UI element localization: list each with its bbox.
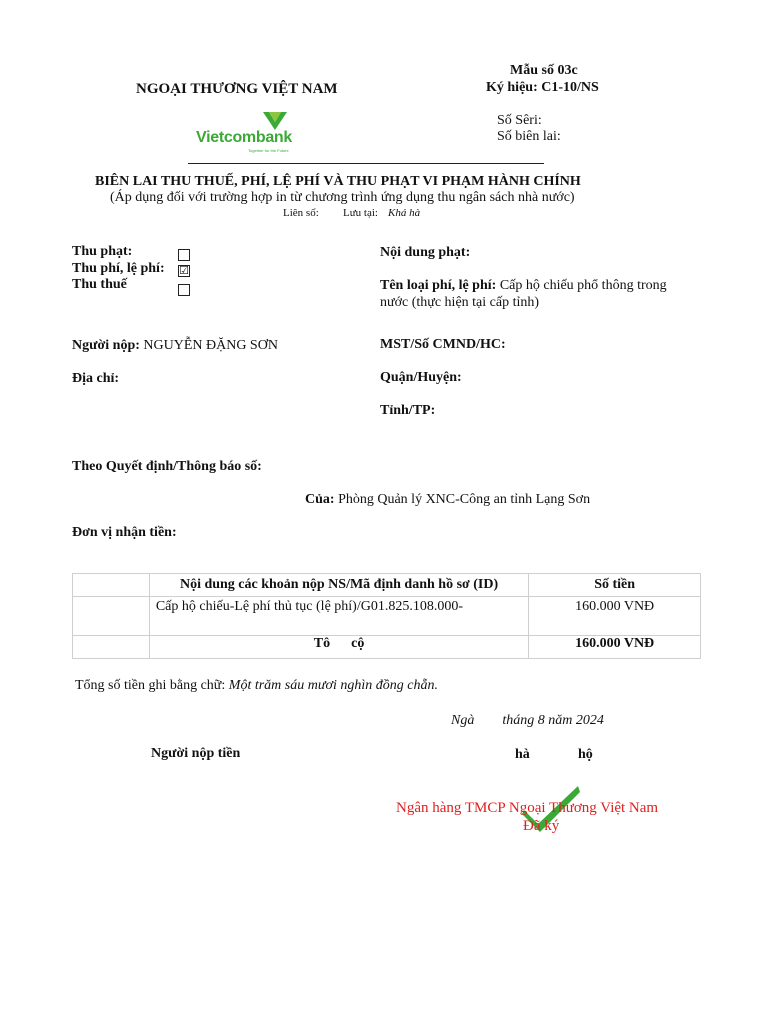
issuer-row: [305, 492, 590, 508]
table-cell-blank: [73, 597, 150, 636]
issuer-label: Của:: [305, 492, 335, 507]
fine-content-label: Nội dung phạt:: [380, 245, 471, 260]
receipt-number-label: Số biên lai:: [497, 129, 561, 144]
decision-label: Theo Quyết định/Thông báo số:: [72, 459, 262, 474]
payer-name: NGUYỄN ĐẶNG SƠN: [143, 338, 278, 353]
receiver-signature-label-2: hộ: [578, 747, 593, 762]
bank-signed-name: Ngân hàng TMCP Ngoại Thương Việt Nam: [396, 800, 659, 816]
address-label: Địa chỉ:: [72, 371, 120, 386]
table-header-content: Nội dung các khoản nộp NS/Mã định danh hồ sơ (ID): [149, 574, 528, 597]
form-symbol: Ký hiệu: C1-10/NS: [486, 80, 599, 95]
tax-checkbox: [178, 284, 190, 296]
fee-checkbox: ☑: [179, 265, 189, 277]
fee-type-value-line2: nước (thực hiện tại cấp tỉnh): [380, 295, 540, 310]
logo-text: Vietcombank: [196, 129, 292, 146]
province-label: Tỉnh/TP:: [380, 403, 436, 418]
tax-label: Thu thuế: [72, 277, 127, 292]
payer-signature-label: Người nộp tiền: [151, 746, 241, 761]
receipt-title: BIÊN LAI THU THUẾ, PHÍ, LỆ PHÍ VÀ THU PHẠT VI PHẠM HÀNH CHÍNH: [95, 174, 581, 189]
table-header-row: [73, 574, 701, 597]
fine-label: Thu phạt:: [72, 244, 133, 259]
table-total-amount: 160.000 VNĐ: [529, 636, 701, 659]
fee-label: Thu phí, lệ phí:: [72, 261, 165, 276]
fee-type-value: Cấp hộ chiếu phổ thông trong: [499, 278, 667, 293]
receiver-unit-label: Đơn vị nhận tiền:: [72, 525, 177, 540]
tax-id-label: MST/Số CMND/HC:: [380, 337, 506, 352]
table-header-amount: Số tiền: [529, 574, 701, 597]
table-total-label: Tô cộ: [149, 636, 528, 659]
table-cell-amount: 160.000 VNĐ: [529, 597, 701, 636]
signing-date: Ngà tháng 8 năm 2024: [451, 713, 604, 728]
signed-label: Đã ký: [523, 818, 560, 834]
table-row: [73, 597, 701, 636]
serial-label: Số Sêri:: [497, 113, 542, 128]
fee-type-label: Tên loại phí, lệ phí:: [380, 278, 497, 293]
payer-row: [72, 338, 278, 354]
vietcombank-logo: [194, 108, 304, 152]
stored-at-label: Lưu tại:: [343, 207, 378, 219]
fine-checkbox: [178, 249, 190, 261]
copy-number-label: Liên số:: [283, 207, 319, 219]
payer-label: Người nộp:: [72, 338, 140, 353]
amount-in-words: [75, 678, 438, 694]
receipt-subtitle: (Áp dụng đối với trường hợp in từ chương trình ứng dụng thu ngân sách nhà nước): [110, 190, 575, 205]
form-number: Mẫu số 03c: [510, 63, 578, 78]
table-header-blank: [73, 574, 150, 597]
district-label: Quận/Huyện:: [380, 370, 462, 385]
bank-name: NGOẠI THƯƠNG VIỆT NAM: [136, 81, 338, 97]
stored-at-value: Khá hà: [388, 207, 421, 219]
table-cell-content: Cấp hộ chiếu-Lệ phí thủ tục (lệ phí)/G01.825.108.000-: [149, 597, 528, 636]
payment-table: [72, 573, 701, 659]
issuer-value: Phòng Quản lý XNC-Công an tỉnh Lạng Sơn: [338, 492, 591, 507]
fee-type: [380, 278, 667, 294]
table-total-blank: [73, 636, 150, 659]
logo-tagline: Together for the Future: [248, 148, 289, 153]
receiver-signature-label-1: hà: [515, 747, 530, 762]
header-divider: [188, 163, 544, 164]
amount-in-words-value: Một trăm sáu mươi nghìn đồng chẵn.: [228, 678, 438, 693]
amount-in-words-label: Tổng số tiền ghi bằng chữ:: [75, 678, 226, 693]
table-total-row: [73, 636, 701, 659]
